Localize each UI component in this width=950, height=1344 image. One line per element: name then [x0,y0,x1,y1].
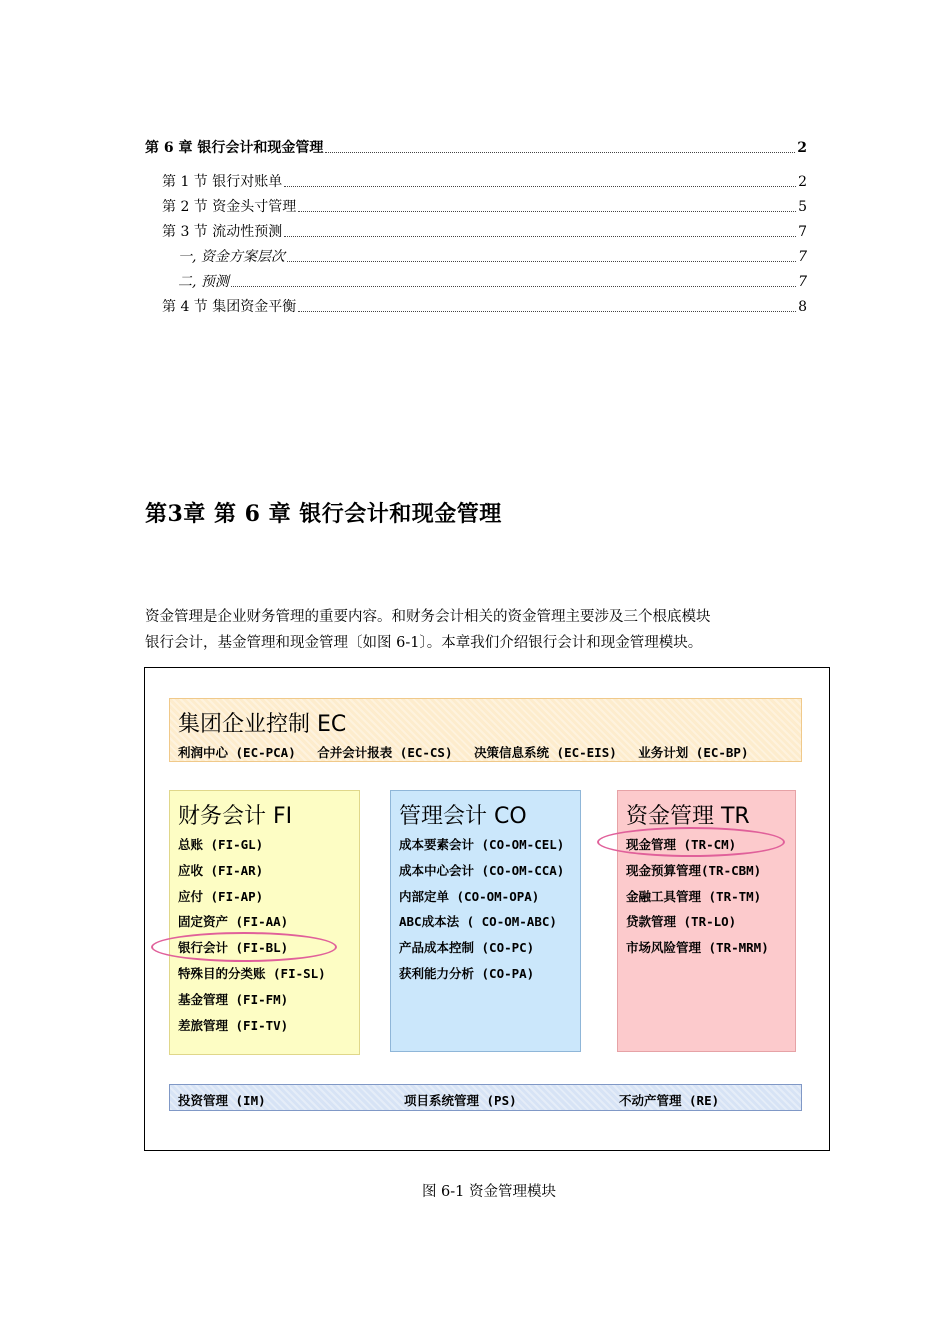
tr-item: 市场风险管理 (TR-MRM) [626,940,769,955]
toc-entry-label: 第 3 节 流动性预测 [162,224,283,240]
toc-leader [231,285,796,287]
fi-item: 差旅管理 (FI-TV) [178,1018,289,1033]
ec-module-box [169,698,802,762]
co-item: 成本中心会计 (CO-OM-CCA) [399,863,565,878]
other-modules-bar [169,1084,802,1111]
co-item: 产品成本控制 (CO-PC) [399,940,535,955]
ec-module-title: 集团企业控制 EC [178,712,347,737]
co-item: 内部定单 (CO-OM-OPA) [399,889,540,904]
toc-page-number: 2 [797,140,807,156]
toc-section-entry[interactable] [162,222,807,242]
toc-page-number: 7 [798,274,807,290]
co-item: 成本要素会计 (CO-OM-CEL) [399,837,565,852]
highlight-ellipse-bank-accounting [151,932,337,962]
toc-entry-label: 二, 预测 [178,274,229,290]
fi-item: 特殊目的分类账 (FI-SL) [178,966,326,981]
ec-item: 合并会计报表 (EC-CS) [317,745,453,760]
toc-leader [284,185,796,187]
fi-item: 总账 (FI-GL) [178,837,264,852]
body-paragraph-line-2: 银行会计，基金管理和现金管理〔如图 6-1〕。本章我们介绍银行会计和现金管理模块。 [145,635,703,651]
toc-leader [284,235,796,237]
toc-chapter-entry[interactable] [145,138,807,158]
figure-caption: 图 6-1 资金管理模块 [421,1184,557,1200]
toc-section-entry[interactable] [162,197,807,217]
toc-entry-label: 第 4 节 集团资金平衡 [162,299,297,315]
highlight-ellipse-cash-management [597,827,785,857]
toc-page-number: 8 [798,299,807,315]
body-paragraph-line-1: 资金管理是企业财务管理的重要内容。和财务会计相关的资金管理主要涉及三个根底模块 [145,609,711,625]
toc-section-entry[interactable] [162,172,807,192]
toc-leader [287,260,796,262]
fi-item: 应收 (FI-AR) [178,863,264,878]
toc-page-number: 5 [798,199,807,215]
tr-item: 贷款管理 (TR-LO) [626,914,737,929]
tr-item: 现金预算管理(TR-CBM) [626,863,762,878]
ec-item: 决策信息系统 (EC-EIS) [474,745,617,760]
toc-page-number: 2 [798,174,807,190]
toc-page-number: 7 [798,249,807,265]
toc-entry-label: 第 2 节 资金头寸管理 [162,199,297,215]
toc-entry-label: 一, 资金方案层次 [178,249,285,265]
chapter-heading: 第3章 第 6 章 银行会计和现金管理 [145,501,502,527]
fi-module-title: 财务会计 FI [178,804,293,829]
toc-leader [298,210,796,212]
co-module-box [390,790,581,1052]
tr-module-title: 资金管理 TR [626,804,750,829]
fi-item: 应付 (FI-AP) [178,889,264,904]
toc-section-entry[interactable] [162,297,807,317]
other-module-item: 项目系统管理 (PS) [404,1093,517,1108]
co-item: 获利能力分析 (CO-PA) [399,966,535,981]
toc-page-number: 7 [798,224,807,240]
ec-item: 利润中心 (EC-PCA) [178,745,296,760]
other-module-item: 投资管理 (IM) [178,1093,266,1108]
other-module-item: 不动产管理 (RE) [619,1093,720,1108]
tr-item: 金融工具管理 (TR-TM) [626,889,762,904]
co-module-title: 管理会计 CO [399,804,527,829]
toc-entry-label: 第 6 章 银行会计和现金管理 [145,140,324,156]
toc-subsection-entry[interactable] [178,247,807,267]
ec-module-items [178,743,749,761]
treasury-modules-figure [144,667,830,1151]
toc-leader [298,310,796,312]
fi-item: 固定资产 (FI-AA) [178,914,289,929]
toc-subsection-entry[interactable] [178,272,807,292]
fi-module-box [169,790,360,1055]
co-item: ABC成本法 ( CO-OM-ABC) [399,914,557,929]
toc-leader [325,151,795,153]
fi-item-bank-accounting: 银行会计 (FI-BL) [178,940,289,955]
fi-item: 基金管理 (FI-FM) [178,992,289,1007]
toc-entry-label: 第 1 节 银行对账单 [162,174,283,190]
tr-item-cash-management: 现金管理 (TR-CM) [626,837,737,852]
ec-item: 业务计划 (EC-BP) [638,745,749,760]
